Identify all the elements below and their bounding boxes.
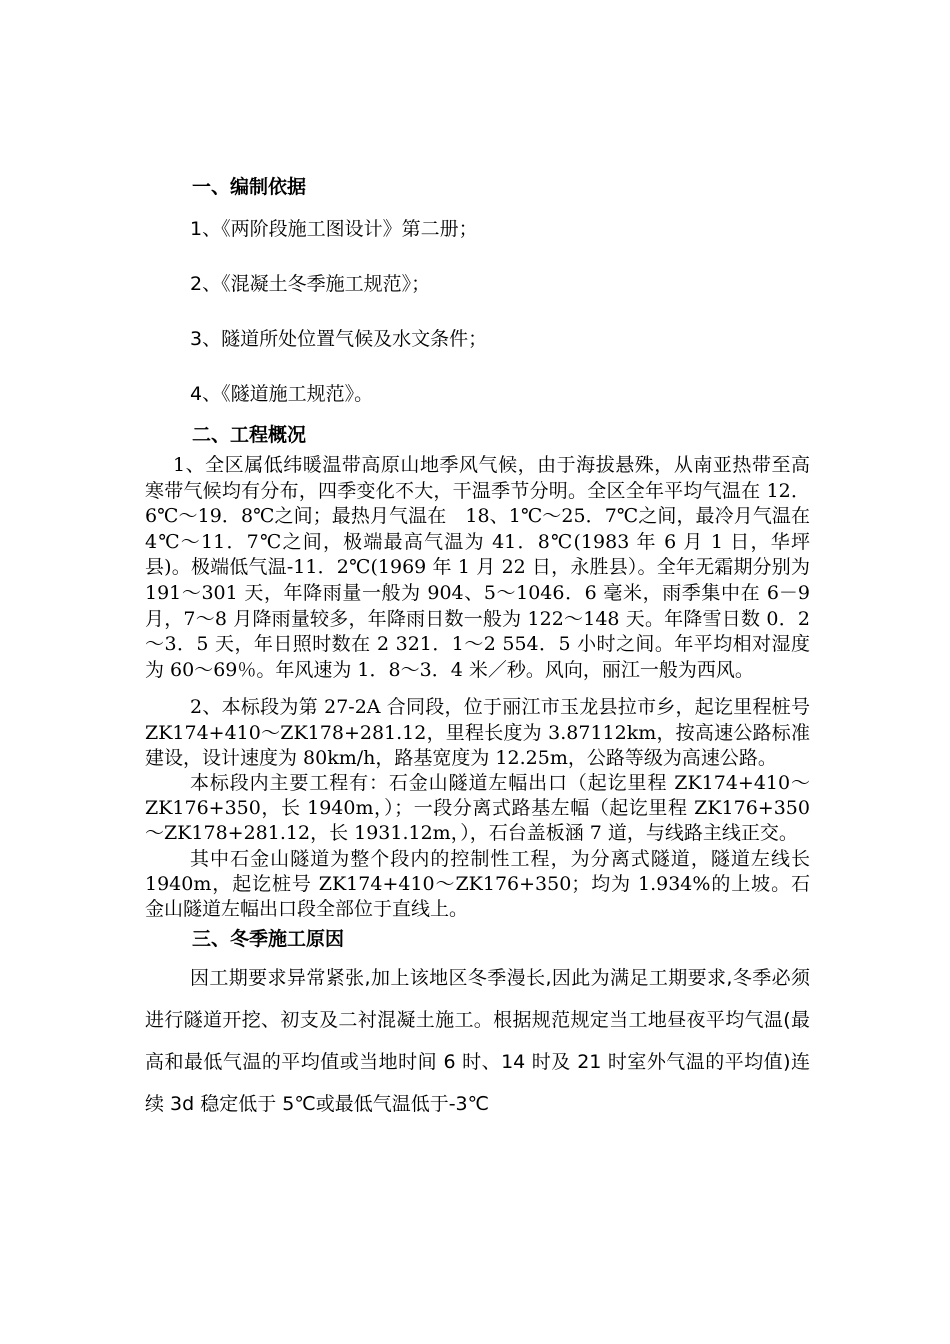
section-heading-winter-reason: 三、冬季施工原因 — [192, 928, 345, 951]
overview-paragraph-climate: 1、全区属低纬暖温带高原山地季风气候，由于海拔悬殊，从南亚热带至高寒带气候均有分布，四季变化不大，干温季节分明。全区全年平均气温在 12．6℃～19．8℃之间；最热月气温在 18、1℃～25．7℃之间，最冷月气温在 4℃～11．7℃之间，极端最高气温为 41．8℃(1983 年 6 月 1 日，华坪县)。极端低气温-11．2℃(1969 年 1 月 22 日，永胜县）。全年无霜期分别为 191～301 天，年降雨量一般为 904、5～1046．6 毫米，雨季集中在 6－9 月，7～8 月降雨量较多，年降雨日数一般为 122～148 天。年降雪日数 0．2～3．5 天，年日照时数在 2 321．1～2 554．5 小时之间。年平均相对湿度为 60～69％。年风速为 1．8～3．4 米／秒。风向，丽江一般为西风。 — [145, 454, 810, 681]
basis-item-1: 1、《两阶段施工图设计》第二册； — [190, 218, 478, 240]
basis-item-2: 2、《混凝土冬季施工规范》； — [190, 273, 431, 295]
overview-paragraph-works: 本标段内主要工程有：石金山隧道左幅出口（起讫里程 ZK174+410～ZK176+350，长 1940m，）；一段分离式路基左幅（起讫里程 ZK176+350～ZK178+281.12，长 1931.12m，），石台盖板涵 7 道，与线路主线正交。 — [145, 771, 810, 845]
overview-paragraph-tunnel: 其中石金山隧道为整个段内的控制性工程，为分离式隧道，隧道左线长 1940m，起讫桩号 ZK174+410～ZK176+350；均为 1.934%的上坡。石金山隧道左幅出口段全部位于直线上。 — [145, 847, 810, 920]
basis-item-4: 4、《隧道施工规范》。 — [190, 383, 374, 405]
basis-item-3: 3、隧道所处位置气候及水文条件； — [190, 328, 488, 350]
winter-reason-paragraph: 因工期要求异常紧张,加上该地区冬季漫长,因此为满足工期要求,冬季必须进行隧道开挖、初支及二衬混凝土施工。根据规范规定当工地昼夜平均气温(最高和最低气温的平均值或当地时间 6 时、14 时及 21 时室外气温的平均值)连续 3d 稳定低于 5℃或最低气温低于-3℃ — [145, 967, 810, 1116]
document-page — [145, 172, 810, 1125]
section-heading-overview: 二、工程概况 — [192, 424, 307, 446]
overview-paragraph-section: 2、本标段为第 27-2A 合同段，位于丽江市玉龙县拉市乡，起讫里程桩号 ZK174+410～ZK178+281.12，里程长度为 3.87112km，按高速公路标准建设，设计速度为 80km/h，路基宽度为 12.25m，公路等级为高速公路。 — [145, 696, 810, 769]
section-heading-basis: 一、编制依据 — [192, 176, 307, 198]
